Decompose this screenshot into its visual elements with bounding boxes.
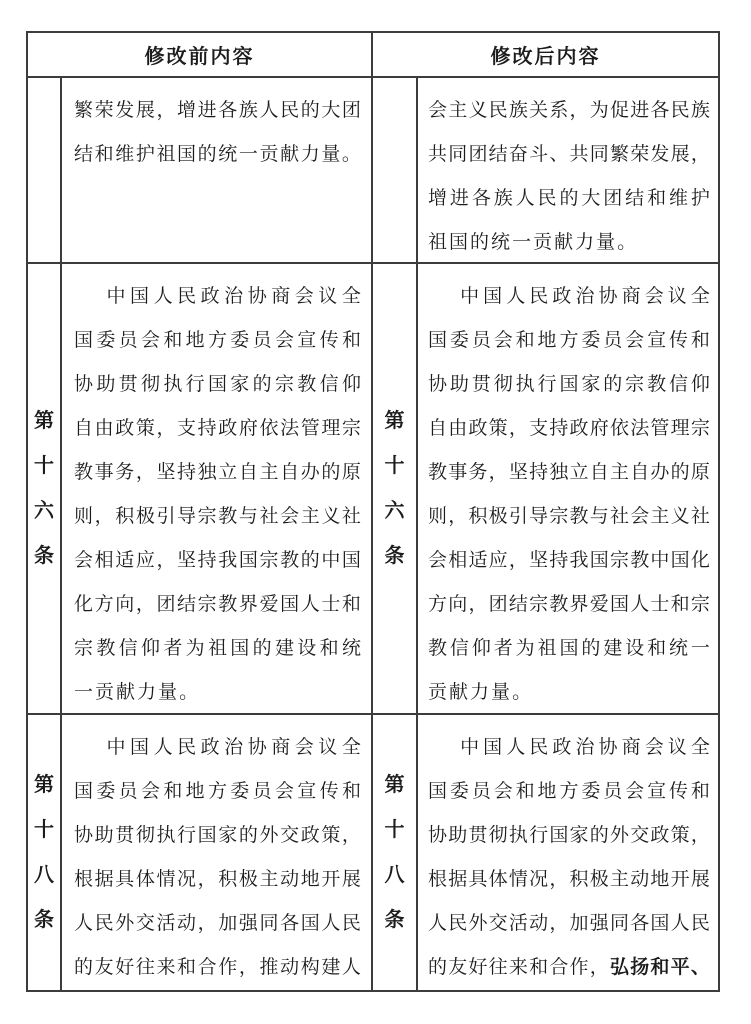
text-line: 协 助 贯 彻 执 行 国 家 的 宗 教 信 仰 (74, 373, 361, 395)
text-line: 协 助 贯 彻 执 行 国 家 的 宗 教 信 仰 (428, 373, 710, 395)
text-line: 国 委 员 会 和 地 方 委 员 会 宣 传 和 (74, 780, 361, 802)
text-line: 中 国 人 民 政 治 协 商 会 议 全 (460, 285, 710, 307)
text-line: 会 相 适 应 ， 坚 持 我 国 宗 教 中 国 化 (428, 549, 710, 571)
row1-after-text (418, 78, 718, 262)
text-line: 化 方 向 ， 团 结 宗 教 界 爱 国 人 士 和 (74, 593, 361, 615)
text-line: 协 助 贯 彻 执 行 国 家 的 外 交 政 策 ， (74, 824, 361, 846)
article-number-char: 第 (34, 773, 54, 796)
header-after-column: 修改后内容 (373, 33, 718, 78)
header-before-column: 修改前内容 (28, 33, 373, 78)
text-line: 增 进 各 族 人 民 的 大 团 结 和 维 护 (428, 187, 710, 209)
text-line: 教 信 仰 者 为 祖 国 的 建 设 和 统 一 (428, 637, 710, 659)
article-number-char: 第 (384, 773, 405, 796)
row3-article-before (28, 713, 62, 990)
text-line: 共 同 团 结 奋 斗 、 共 同 繁 荣 发 展 ， (428, 143, 710, 165)
text-line: 祖 国 的 统 一 贡 献 力 量 。 (428, 231, 637, 253)
article-number-char: 十 (384, 454, 405, 477)
row3-after-text (418, 713, 718, 990)
article-number-char: 六 (384, 499, 405, 522)
text-line: 根 据 具 体 情 况 ， 积 极 主 动 地 开 展 (74, 868, 361, 890)
row1-article-before (28, 78, 62, 262)
row3-before-text (62, 713, 373, 990)
row1-before-text (62, 78, 373, 262)
text-line: 自 由 政 策 ， 支 持 政 府 依 法 管 理 宗 (74, 417, 361, 439)
article-number-char: 第 (384, 409, 405, 432)
text-line: 国 委 员 会 和 地 方 委 员 会 宣 传 和 (74, 329, 361, 351)
article-number-char: 条 (34, 544, 54, 567)
text-line: 中 国 人 民 政 治 协 商 会 议 全 (106, 736, 361, 758)
row2-article-after (373, 262, 418, 713)
article-number-char: 十 (34, 818, 54, 841)
text-line: 宗 教 信 仰 者 为 祖 国 的 建 设 和 统 (74, 637, 361, 659)
text-line: 中 国 人 民 政 治 协 商 会 议 全 (106, 285, 361, 307)
article-number-char: 第 (34, 409, 54, 432)
text-line: 一 贡 献 力 量 。 (74, 681, 199, 703)
article-number-char: 六 (34, 499, 54, 522)
row2-before-text (62, 262, 373, 713)
text-line: 会 相 适 应 ， 坚 持 我 国 宗 教 的 中 国 (74, 549, 361, 571)
row2-article-before (28, 262, 62, 713)
text-line: 国 委 员 会 和 地 方 委 员 会 宣 传 和 (428, 780, 710, 802)
text-line: 人 民 外 交 活 动 ， 加 强 同 各 国 人 民 (428, 912, 710, 934)
text-line: 的 友 好 往 来 和 合 作 ， 推 动 构 建 人 (74, 956, 361, 978)
article-number-char: 八 (34, 863, 54, 886)
text-line: 教 事 务 ， 坚 持 独 立 自 主 自 办 的 原 (428, 461, 710, 483)
text-line: 自 由 政 策 ， 支 持 政 府 依 法 管 理 宗 (428, 417, 710, 439)
text-line: 结 和 维 护 祖 国 的 统 一 贡 献 力 量 。 (74, 143, 361, 165)
row2-after-text (418, 262, 718, 713)
article-number-char: 条 (384, 908, 405, 931)
text-line: 人 民 外 交 活 动 ， 加 强 同 各 国 人 民 (74, 912, 361, 934)
text-line: 协 助 贯 彻 执 行 国 家 的 外 交 政 策 ， (428, 824, 710, 846)
article-number-char: 十 (34, 454, 54, 477)
text-line: 则 ， 积 极 引 导 宗 教 与 社 会 主 义 社 (74, 505, 361, 527)
article-number-char: 八 (384, 863, 405, 886)
text-line: 教 事 务 ， 坚 持 独 立 自 主 自 办 的 原 (74, 461, 361, 483)
text-line: 根 据 具 体 情 况 ， 积 极 主 动 地 开 展 (428, 868, 710, 890)
text-line: 方 向 ， 团 结 宗 教 界 爱 国 人 士 和 宗 (428, 593, 710, 615)
text-line: 的 友 好 往 来 和 合 作 ， 弘 扬 和 平 、 (428, 956, 710, 978)
text-line: 贡 献 力 量 。 (428, 681, 532, 703)
row3-article-after (373, 713, 418, 990)
article-number-char: 条 (384, 544, 405, 567)
text-line: 则 ， 积 极 引 导 宗 教 与 社 会 主 义 社 (428, 505, 710, 527)
article-number-char: 十 (384, 818, 405, 841)
text-line: 中 国 人 民 政 治 协 商 会 议 全 (460, 736, 710, 758)
article-number-char: 条 (34, 908, 54, 931)
row1-article-after (373, 78, 418, 262)
text-line: 繁 荣 发 展 ， 增 进 各 族 人 民 的 大 团 (74, 99, 361, 121)
text-line: 国 委 员 会 和 地 方 委 员 会 宣 传 和 (428, 329, 710, 351)
comparison-table (26, 31, 720, 992)
text-line: 会 主 义 民 族 关 系 ， 为 促 进 各 民 族 (428, 99, 710, 121)
